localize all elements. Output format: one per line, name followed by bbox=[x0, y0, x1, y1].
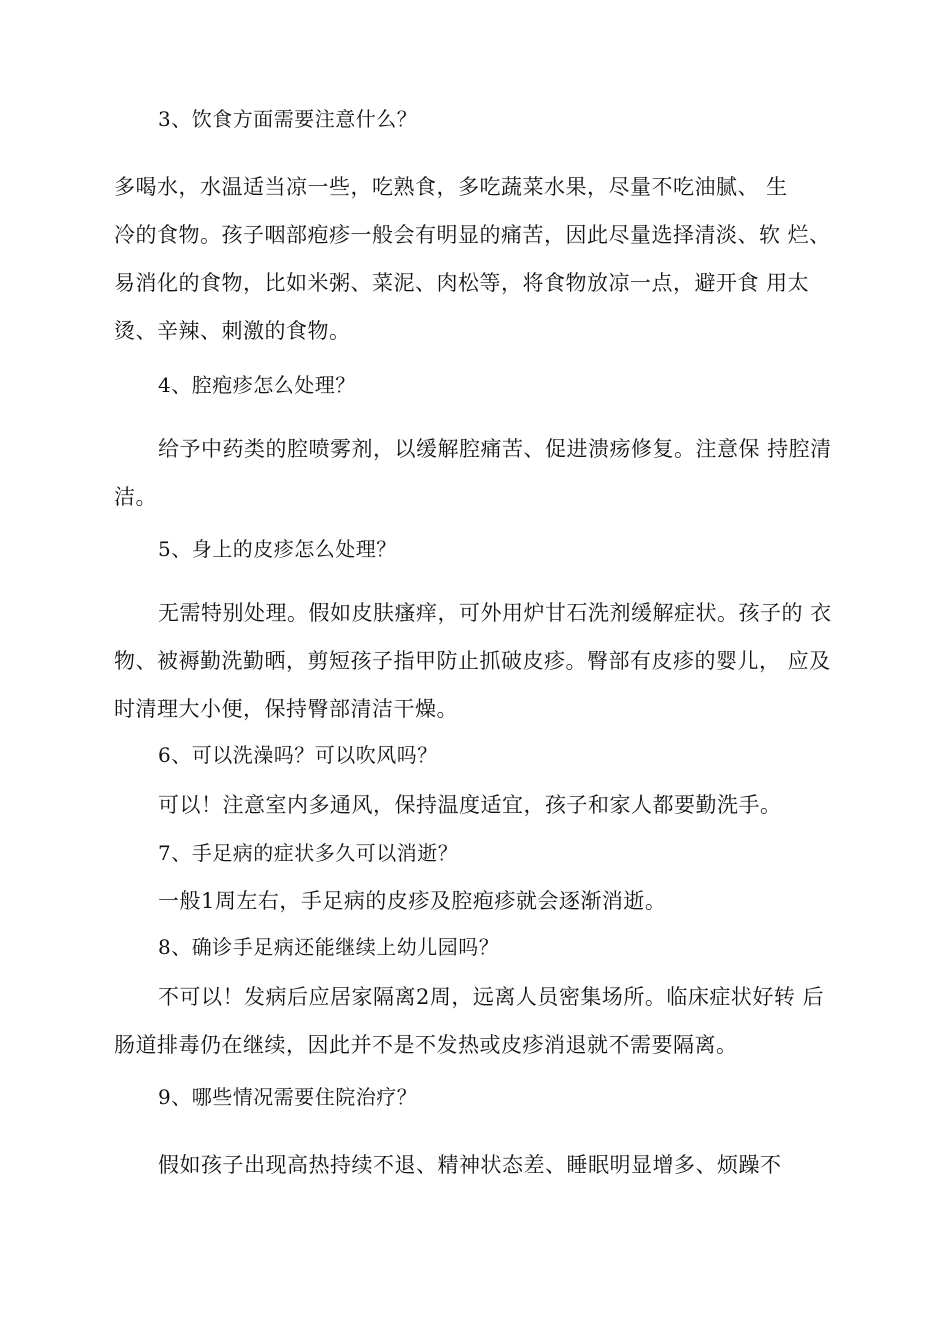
question-6-heading: 6、可以洗澡吗？可以吹风吗？ bbox=[158, 743, 438, 767]
question-7-heading: 7、手足病的症状多久可以消逝？ bbox=[158, 841, 459, 865]
answer-3-line-1: 多喝水，水温适当凉一些，吃熟食，多吃蔬菜水果，尽量不吃油腻、 生 bbox=[114, 175, 788, 199]
answer-6-line-1: 可以！注意室内多通风，保持温度适宜，孩子和家人都要勤洗手。 bbox=[158, 793, 782, 817]
question-3-heading: 3、饮食方面需要注意什么？ bbox=[158, 107, 418, 131]
question-5-heading: 5、身上的皮疹怎么处理？ bbox=[158, 537, 397, 561]
answer-4-line-1: 给予中药类的腔喷雾剂，以缓解腔痛苦、促进溃疡修复。注意保 持腔清 bbox=[158, 437, 832, 461]
answer-5-line-2: 物、被褥勤洗勤晒，剪短孩子指甲防止抓破皮疹。臀部有皮疹的婴儿， 应及 bbox=[114, 649, 831, 673]
answer-3-line-3: 易消化的食物，比如米粥、菜泥、肉松等，将食物放凉一点，避开食 用太 bbox=[114, 271, 810, 295]
answer-8-line-1: 不可以！发病后应居家隔离2周，远离人员密集场所。临床症状好转 后 bbox=[158, 985, 825, 1009]
answer-4-line-2: 洁。 bbox=[114, 485, 157, 509]
answer-9-line-1: 假如孩子出现高热持续不退、精神状态差、睡眠明显增多、烦躁不 bbox=[158, 1153, 782, 1177]
answer-8-line-2: 肠道排毒仍在继续，因此并不是不发热或皮疹消退就不需要隔离。 bbox=[114, 1033, 738, 1057]
answer-3-line-4: 烫、辛辣、刺激的食物。 bbox=[114, 319, 351, 343]
question-8-heading: 8、确诊手足病还能继续上幼儿园吗？ bbox=[158, 935, 500, 959]
question-9-heading: 9、哪些情况需要住院治疗？ bbox=[158, 1085, 418, 1109]
answer-7-line-1: 一般1周左右，手足病的皮疹及腔疱疹就会逐渐消逝。 bbox=[158, 889, 667, 913]
answer-5-line-3: 时清理大小便，保持臀部清洁干燥。 bbox=[114, 697, 458, 721]
answer-5-line-1: 无需特别处理。假如皮肤瘙痒，可外用炉甘石洗剂缓解症状。孩子的 衣 bbox=[158, 601, 832, 625]
answer-3-line-2: 冷的食物。孩子咽部疱疹一般会有明显的痛苦，因此尽量选择清淡、软 烂、 bbox=[114, 223, 831, 247]
question-4-heading: 4、腔疱疹怎么处理？ bbox=[158, 373, 356, 397]
